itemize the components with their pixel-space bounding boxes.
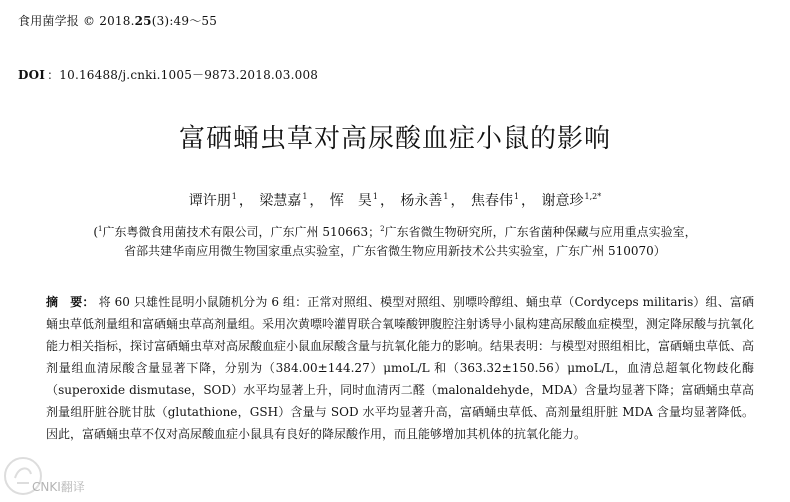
author-name: 恽 昊 [329,193,372,209]
journal-name: 食用菌学报 [18,14,80,28]
affiliation-text-2: 广东省微生物研究所，广东省菌种保藏与应用重点实验室， [384,225,697,239]
author-name: 杨永善 [400,193,443,209]
abstract-text: 将 60 只雄性昆明小鼠随机分为 6 组：正常对照组、模型对照组、别嘌呤醇组、蛹虫草（Cordyceps militaris）组、富硒蛹虫草低剂量组和富硒蛹虫草高剂量组。采用次黄嘌呤灌胃联合氧嗪酸钾腹腔注射诱导小鼠构建高尿酸血症模型，测定降尿酸与抗氧化能力相关指标，探讨富硒蛹虫草对高尿酸血症小鼠血尿酸含量与抗氧化能力的影响。结果表明：与模型对照组相比，富硒蛹虫草低、高剂量组血清尿酸含量显著下降，分别为（384.00±144.27）μmoL/L 和（363.32±150.56）μmoL/L，血清总超氧化物歧化酶（superoxide dismutase，SOD）水平均显著上升，同时血清丙二醛（malonaldehyde，MDA）含量均显著下降；富硒蛹虫草高剂量组肝脏谷胱甘肽（glutathione，GSH）含量与 SOD 水平均显著升高，富硒蛹虫草低、高剂量组肝脏 MDA 含量均显著降低。因此，富硒蛹虫草不仅对高尿酸血症小鼠具有良好的降尿酸作用，而且能够增加其机体的抗氧化能力。 [46,295,755,441]
author-name: 梁慧嘉 [259,193,302,209]
author-affil-sup: 1 [231,192,237,202]
affiliation-sup-2: 2 [380,225,385,233]
author-affil-sup: 1 [513,192,520,202]
affiliation-sup-1: 1 [98,225,103,233]
paper-title: 富硒蛹虫草对高尿酸血症小鼠的影响 [178,124,611,154]
affiliation-line-2: 省部共建华南应用微生物国家重点实验室，广东省微生物应用新技术公共实验室，广东广州 510070） [124,244,666,258]
author-list: 谭许朋$^1$ ， 梁慧嘉$^1$ ， 恽 昊$^1$ ， 杨永善$^1$ ， 焦春伟$^1$ ， 谢意珍$^{1,2*}$ [188,192,602,209]
author-name: 谢意珍 [541,193,584,209]
affiliation-text-1: 广东粤微食用菌技术有限公司，广东广州 510663； [102,225,381,239]
journal-header [18,12,217,29]
affiliation-line-1 [0,220,790,241]
journal-issue-pages: (3):49～55 [151,14,218,28]
abstract-label: 摘 要： [46,295,95,309]
author-name: 谭许朋 [188,193,231,209]
doi-value: ：10.16488/j.cnki.1005－9873.2018.03.008 [47,68,319,82]
doi-line [18,66,318,83]
author-name: 焦春伟 [470,193,513,209]
author-affil-sup: 1 [443,192,449,202]
journal-year: 2018. [99,14,135,28]
author-affil-sup: 1 [302,192,308,202]
journal-volume: 25 [134,14,152,28]
copyright-symbol: © [83,14,96,28]
watermark-text: CNKI翻译 [32,480,85,494]
author-affil-sup: 1 [372,192,378,202]
author-affil-sup: 1,2* [584,192,602,202]
affiliation-open-paren: ( [93,225,99,239]
doi-label: DOI [18,68,46,82]
abstract [46,291,754,445]
